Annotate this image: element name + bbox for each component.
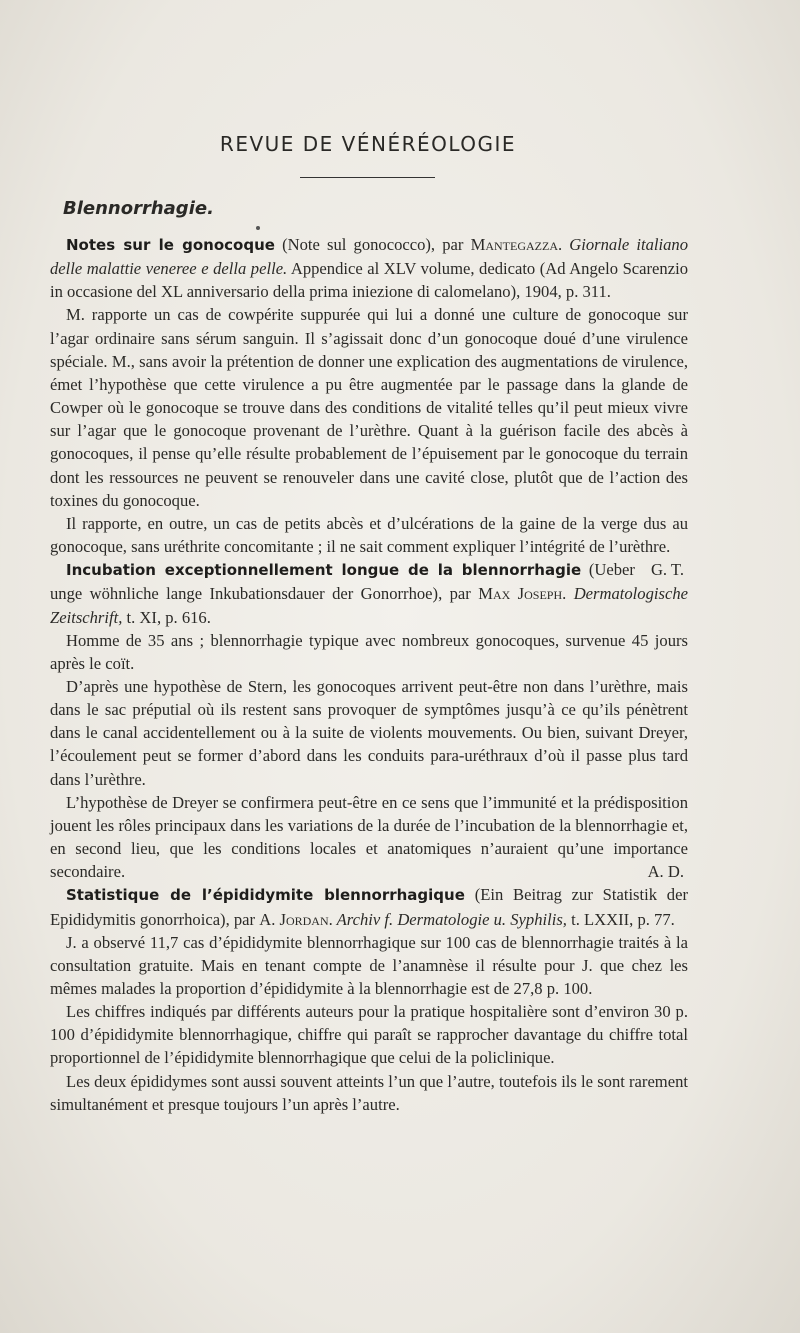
article-3-paragraph-2: Les chiffres indiqués par différents auteurs pour la pratique hospitalière sont d’environ 30 p. 100 d’épididymite blennorrhagique, chiffre qui paraît se rapprocher davantage du chiffre total proportionnel de l’épididymite blennorrhagique que celui de la policlinique. bbox=[50, 1002, 688, 1068]
article-3-author: A. Jordan. bbox=[259, 909, 333, 929]
article-2-paragraph-3-text: L’hypothèse de Dreyer se confirmera peut-être en ce sens que l’immunité et la prédisposition jouent les rôles principaux dans les variations de la durée de l’incubation de la blennorrhagie et, en second lieu, que les conditions locales et anatomiques n’auraient qu’une importance secondaire. bbox=[50, 792, 688, 882]
article-1-heading: Notes sur le gonocoque bbox=[66, 236, 275, 254]
article-1-paragraph-2-text: Il rapporte, en outre, un cas de petits abcès et d’ulcérations de la gaine de la verge dus au gonocoque, sans uréthrite concomitante ; il ne sait comment expliquer l’intégrité de l’urèthre. bbox=[50, 513, 688, 557]
article-1-signature: G. T. bbox=[650, 560, 684, 580]
article-2-paragraph-2: D’après une hypothèse de Stern, les gonocoques arrivent peut-être non dans l’urèthre, mais dans le sac préputial où ils restent sans provoquer de symptômes jusqu’à ce qu’ils pénètrent dans le canal accidentellement ou à la suite de violents mouvements. Ou bien, suivant Dreyer, l’écoulement peut se former d’abord dans les conduits para-uréthraux d’où il passe plus tard dans l’urèthre. bbox=[50, 676, 688, 789]
article-2-heading: Incubation exceptionnellement longue de la blennorrhagie bbox=[66, 561, 582, 580]
article-2-reference bbox=[50, 558, 688, 628]
article-2-paragraph-3 bbox=[50, 791, 688, 884]
article-3-reference bbox=[50, 883, 688, 930]
title-rule bbox=[300, 177, 435, 178]
article-2-signature: A. D. bbox=[647, 862, 684, 882]
article-1-reference bbox=[50, 233, 688, 303]
article-2-journal: Dermatologische Zeitschrift, bbox=[50, 584, 688, 627]
page-title: REVUE DE VÉNÉRÉOLOGIE bbox=[219, 132, 517, 156]
article-3-ref-b: t. LXXII, p. 77. bbox=[566, 909, 675, 929]
ink-dot bbox=[256, 226, 260, 230]
article-1-ref-b: Appendice al XLV volume, dedicato (Ad Angelo Scarenzio in occasione del XL anniversario della prima iniezione di calomelano), 1904, p. 311. bbox=[50, 259, 688, 302]
article-3-ref-a: (Ein Beitrag zur Statistik der Epididymitis gonorrhoica), par bbox=[50, 885, 688, 929]
article-1-journal: Giornale italiano delle malattie veneree e della pelle. bbox=[50, 235, 688, 279]
article-body bbox=[50, 233, 688, 1116]
section-heading: Blennorrhagie. bbox=[63, 198, 214, 219]
article-1-paragraph-1: M. rapporte un cas de cowpérite suppurée qui lui a donné une culture de gonocoque sur l’agar ordinaire sans sérum sanguin. Il s’agissait donc d’un gonocoque doué d’une virulence spéciale. M., sans avoir la prétention de donner une explication des augmentations de virulence, émet l’hypothèse que cette virulence a pu être augmentée par le passage dans la glande de Cowper où le gonocoque se trouve dans des conditions de vitalité telles qu’il peut mieux vivre sur l’agar que le gonocoque provenant de l’urèthre. Quant à la guérison facile des abcès à gonocoques, il pense qu’elle résulte probablement de l’épuisement par le gonocoque du terrain dont les ressources ne peuvent se renouveler dans une cavité close, plutôt que de l’action des toxines du gonocoque. bbox=[50, 305, 688, 510]
article-2-author: Max Joseph. bbox=[478, 584, 567, 604]
article-3-journal: Archiv f. Dermatologie u. Syphilis, bbox=[332, 909, 567, 929]
article-3-heading: Statistique de l’épididymite blennorrhagique bbox=[66, 886, 465, 905]
article-2-ref-a: (Ueber unge wöhnliche lange Inkubationsdauer der Gonorrhoe), par bbox=[50, 560, 635, 604]
article-2-paragraph-1: Homme de 35 ans ; blennorrhagie typique avec nombreux gonocoques, survenue 45 jours après le coït. bbox=[50, 630, 688, 673]
article-1-ref-a: (Note sul gonococco), par bbox=[274, 235, 471, 254]
article-2-ref-b: t. XI, p. 616. bbox=[122, 607, 211, 627]
article-3-paragraph-3: Les deux épididymes sont aussi souvent atteints l’un que l’autre, toutefois ils le sont rarement simultanément et presque toujours l’un après l’autre. bbox=[50, 1071, 688, 1114]
article-3-paragraph-1: J. a observé 11,7 cas d’épididymite blennorrhagique sur 100 cas de blennorrhagie traités à la consultation gratuite. Mais en tenant compte de l’anamnèse il résulte pour J. que chez les mêmes malades la proportion d’épididymite à la blennorrhagie est de 27,8 p. 100. bbox=[50, 932, 688, 998]
article-1-author: Mantegazza. bbox=[470, 235, 563, 254]
